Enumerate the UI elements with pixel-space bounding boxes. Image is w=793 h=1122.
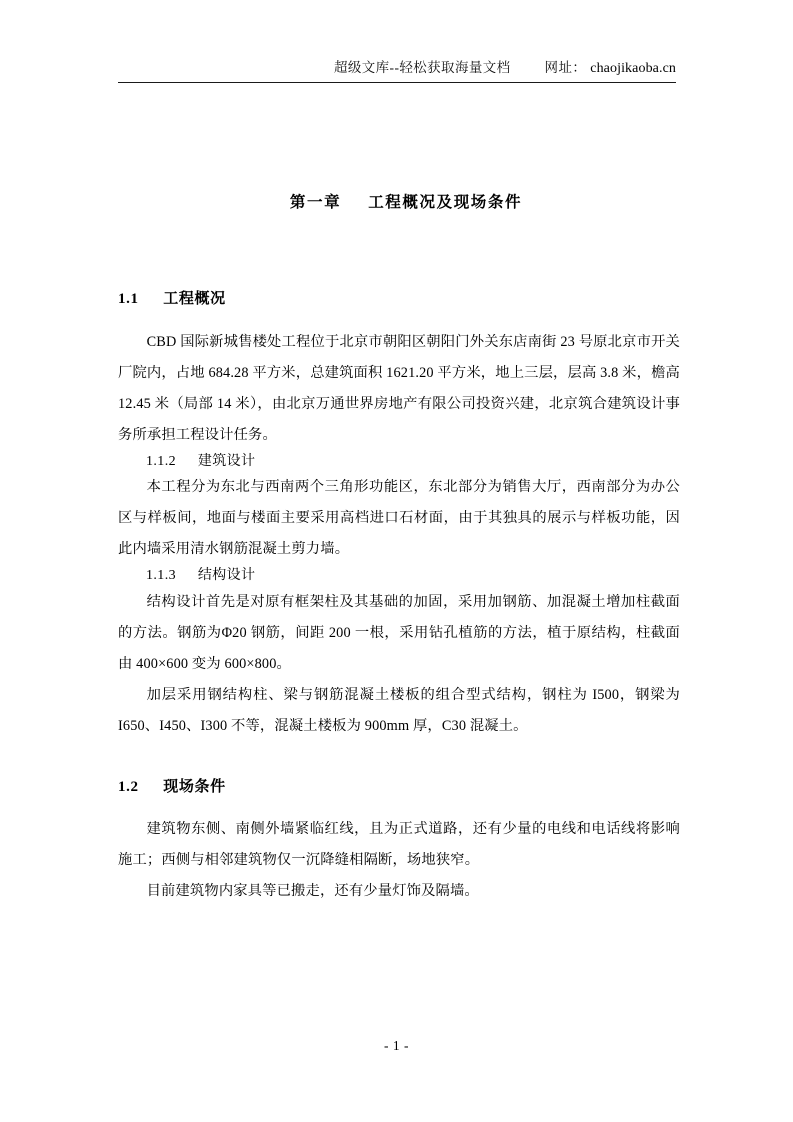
paragraph-1-2-1: 目前建筑物内家具等已搬走，还有少量灯饰及隔墙。 — [146, 883, 479, 900]
section-title-1-1-2: 建筑设计 — [197, 453, 256, 469]
header-site-text: 超级文库--轻松获取海量文档 — [333, 60, 511, 75]
section-heading-1-1-2 — [118, 451, 680, 473]
paragraph-1-1-3-1: 加层采用钢结构柱、梁与钢筋混凝土楼板的组合型式结构，钢柱为 I500，钢梁为 I650、I450、I300 不等，混凝土楼板为 900mm 厚，C30 混凝土。 — [118, 686, 680, 734]
page-footer — [0, 1038, 793, 1054]
spacer-after-chapter-title — [118, 212, 680, 288]
spacer-after-1-2-heading — [118, 798, 680, 814]
section-heading-1-2 — [118, 776, 680, 799]
section-number-1-1-2: 1.1.2 — [146, 453, 176, 469]
page-number: - 1 - — [384, 1038, 409, 1053]
section-title-1-1: 工程概况 — [163, 291, 226, 307]
section-title-1-2: 现场条件 — [163, 778, 226, 795]
chapter-title-number: 第一章 — [289, 194, 342, 211]
section-number-1-1: 1.1 — [118, 291, 139, 307]
spacer-after-1-1-heading — [118, 311, 680, 327]
header-url-label: 网址： — [544, 60, 587, 75]
section-number-1-2: 1.2 — [118, 778, 139, 795]
paragraph-1-1-2-0: 本工程分为东北与西南两个三角形功能区，东北部分为销售大厅，西南部分为办公区与样板间，地面与楼面主要采用高档进口石材面，由于其独具的展示与样板功能，因此内墙采用清水钢筋混凝土剪力墙。 — [118, 479, 680, 558]
paragraph-1-2-0: 建筑物东侧、南侧外墙紧临红线，且为正式道路，还有少量的电线和电话线将影响施工；西侧与相邻建筑物仅一沉降缝相隔断，场地狭窄。 — [118, 821, 680, 869]
spacer-before-1-2 — [118, 742, 680, 776]
section-title-1-1-3: 结构设计 — [197, 568, 256, 584]
document-body — [118, 190, 680, 907]
chapter-title — [118, 190, 680, 212]
section-heading-1-1-3 — [118, 565, 680, 587]
page-header — [118, 56, 676, 83]
section-number-1-1-3: 1.1.3 — [146, 568, 176, 584]
paragraph-1-1-3-0: 结构设计首先是对原有框架柱及其基础的加固，采用加钢筋、加混凝土增加柱截面的方法。钢筋为Φ20 钢筋，间距 200 一根，采用钻孔植筋的方法，植于原结构，柱截面由 400×600 变为 600×800。 — [118, 593, 680, 672]
section-heading-1-1 — [118, 288, 680, 311]
paragraph-1-1-0: CBD 国际新城售楼处工程位于北京市朝阳区朝阳门外关东店南街 23 号原北京市开关厂院内，占地 684.28 平方米，总建筑面积 1621.20 平方米，地上三层，层高 3.8 米，檐高 12.45 米（局部 14 米），由北京万通世界房地产有限公司投资兴建，北京筑合建筑设计事务所承担工程设计任务。 — [118, 333, 680, 443]
header-url: chaojikaoba.cn — [590, 61, 676, 76]
chapter-title-text: 工程概况及现场条件 — [368, 194, 523, 211]
